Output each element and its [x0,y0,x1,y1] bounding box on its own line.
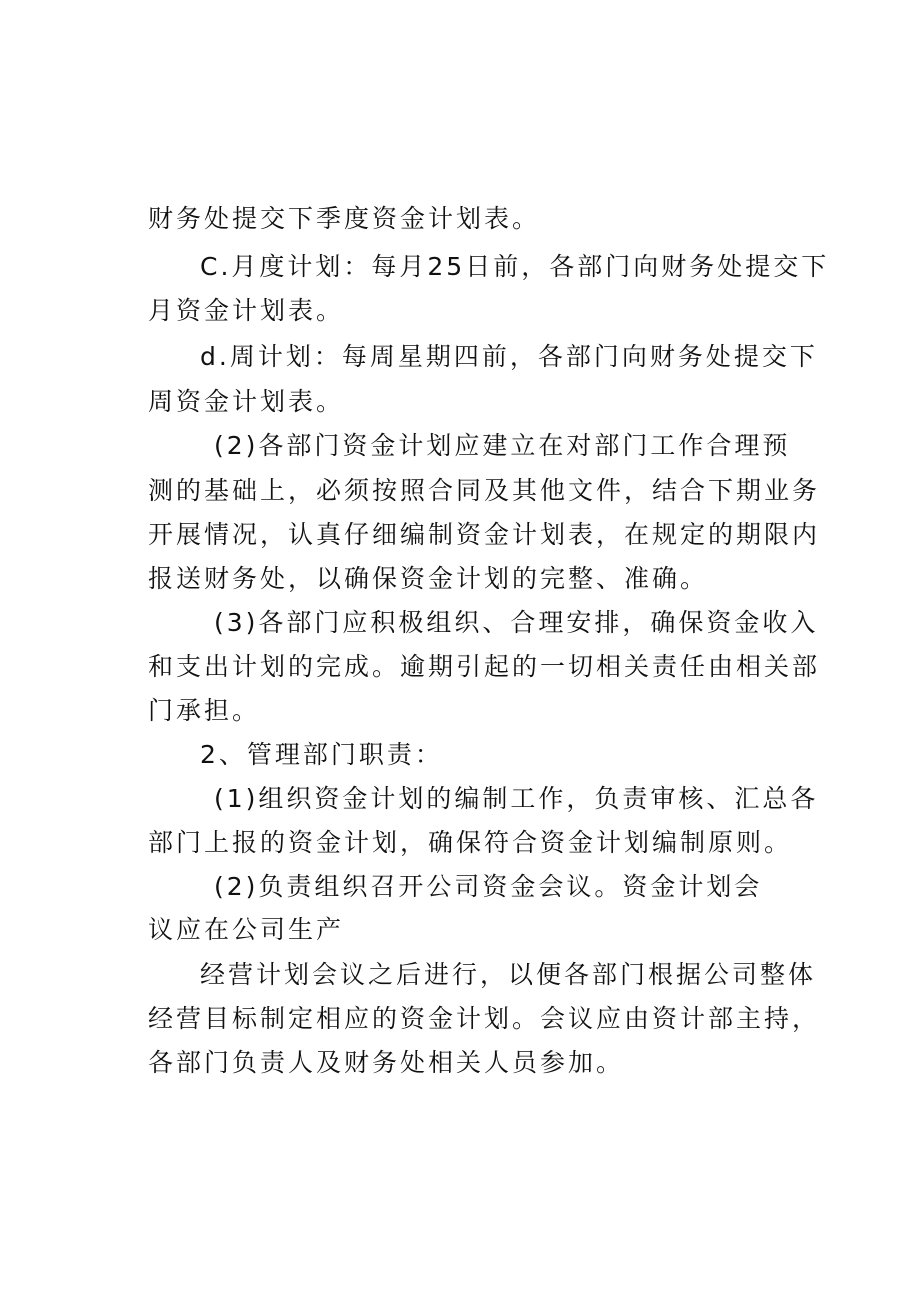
text-line: 测的基础上，必须按照合同及其他文件，结合下期业务 [148,476,821,505]
text-line: 财务处提交下季度资金计划表。 [148,204,541,233]
text-line: 部门上报的资金计划，确保符合资金计划编制原则。 [148,828,793,857]
text-line: (3)各部门应积极组织、合理安排，确保资金收入 [214,608,819,637]
text-line: 和支出计划的完成。逾期引起的一切相关责任由相关部 [148,652,821,681]
text-line: 周资金计划表。 [148,387,345,416]
text-line: 经营计划会议之后进行，以便各部门根据公司整体 [200,960,817,989]
text-line: (2)负责组织召开公司资金会议。资金计划会 [214,872,763,901]
text-line: 经营目标制定相应的资金计划。会议应由资计部主持， [148,1004,821,1033]
text-line: C.月度计划：每月25日前，各部门向财务处提交下 [200,252,830,281]
text-line: 月资金计划表。 [148,296,345,325]
text-line: 各部门负责人及财务处相关人员参加。 [148,1048,625,1077]
text-line: d.周计划：每周星期四前，各部门向财务处提交下 [200,342,818,371]
text-line: 门承担。 [148,696,261,725]
text-line: 2、管理部门职责： [200,740,443,769]
text-line: 议应在公司生产 [148,915,345,944]
text-line: 开展情况，认真仔细编制资金计划表，在规定的期限内 [148,520,821,549]
text-line: 报送财务处，以确保资金计划的完整、准确。 [148,564,709,593]
text-line: (1)组织资金计划的编制工作，负责审核、汇总各 [214,784,819,813]
text-line: (2)各部门资金计划应建立在对部门工作合理预 [214,431,791,460]
